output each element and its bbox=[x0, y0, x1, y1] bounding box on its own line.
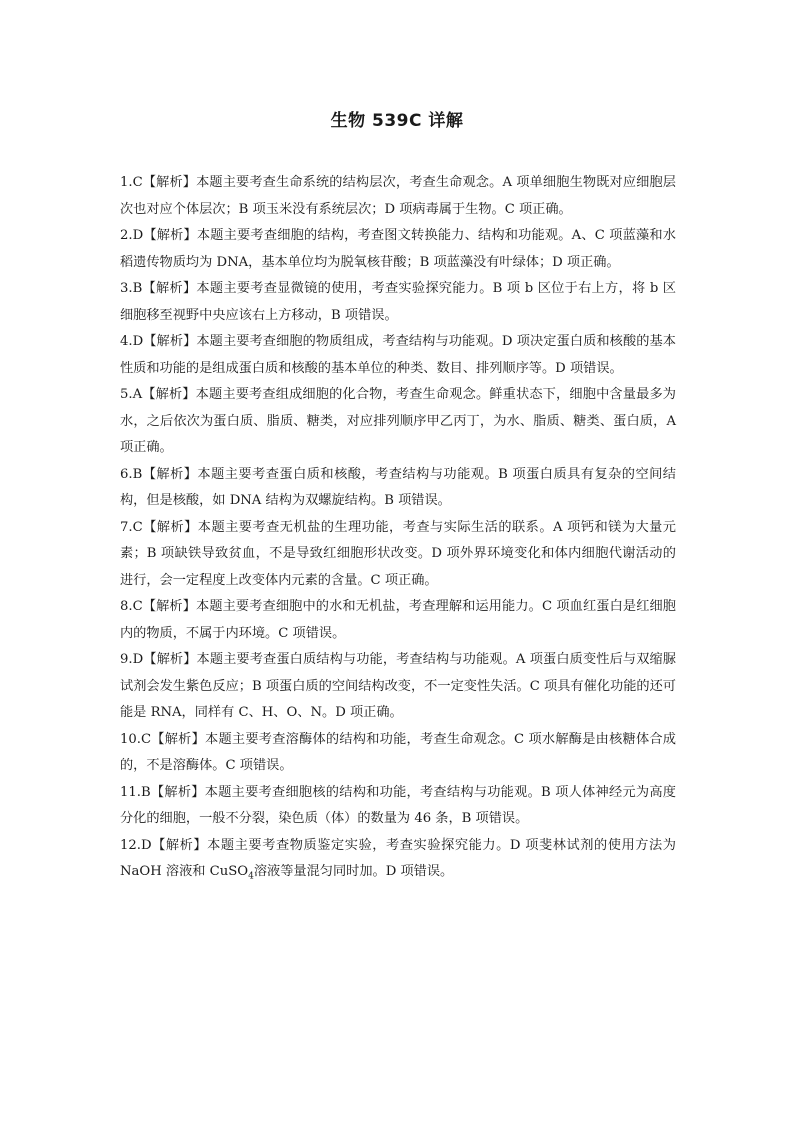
explanation-item-12-subscript: 4 bbox=[248, 871, 254, 882]
explanation-item-9: 9.D【解析】本题主要考查蛋白质结构与功能，考查结构与功能观。A 项蛋白质变性后与双缩脲试剂会发生紫色反应；B 项蛋白质的空间结构改变，不一定变性失活。C 项具有催化功能的还可能是 RNA，同样有 C、H、O、N。D 项正确。 bbox=[120, 652, 676, 720]
explanation-item-7: 7.C【解析】本题主要考查无机盐的生理功能，考查与实际生活的联系。A 项钙和镁为大量元素；B 项缺铁导致贫血，不是导致红细胞形状改变。D 项外界环境变化和体内细胞代谢活动的进行，会一定程度上改变体内元素的含量。C 项正确。 bbox=[120, 519, 676, 588]
explanation-item-3: 3.B【解析】本题主要考查显微镜的使用，考查实验探究能力。B 项 b 区位于右上方，将 b 区细胞移至视野中央应该右上方移动，B 项错误。 bbox=[120, 281, 676, 323]
explanation-item-1: 1.C【解析】本题主要考查生命系统的结构层次，考查生命观念。A 项单细胞生物既对应细胞层次也对应个体层次；B 项玉米没有系统层次；D 项病毒属于生物。C 项正确。 bbox=[120, 175, 676, 217]
explanation-item-11: 11.B【解析】本题主要考查细胞核的结构和功能，考查结构与功能观。B 项人体神经元为高度分化的细胞，一般不分裂，染色质（体）的数量为 46 条，B 项错误。 bbox=[120, 784, 676, 826]
explanation-item-8: 8.C【解析】本题主要考查细胞中的水和无机盐，考查理解和运用能力。C 项血红蛋白是红细胞内的物质，不属于内环境。C 项错误。 bbox=[120, 599, 676, 641]
explanation-item-12-text-before: 12.D【解析】本题主要考查物质鉴定实验，考查实验探究能力。D 项斐林试剂的使用方法为 NaOH 溶液和 CuSO bbox=[120, 837, 676, 879]
explanation-item-12-text-after: 溶液等量混匀同时加。D 项错误。 bbox=[253, 864, 454, 879]
explanation-item-12 bbox=[120, 833, 676, 886]
explanation-item-4: 4.D【解析】本题主要考查细胞的物质组成，考查结构与功能观。D 项决定蛋白质和核酸的基本性质和功能的是组成蛋白质和核酸的基本单位的种类、数目、排列顺序等。D 项错误。 bbox=[120, 334, 676, 376]
explanation-item-6: 6.B【解析】本题主要考查蛋白质和核酸，考查结构与功能观。B 项蛋白质具有复杂的空间结构，但是核酸，如 DNA 结构为双螺旋结构。B 项错误。 bbox=[120, 466, 676, 508]
explanation-item-2: 2.D【解析】本题主要考查细胞的结构，考查图文转换能力、结构和功能观。A、C 项蓝藻和水稻遗传物质均为 DNA，基本单位均为脱氧核苷酸；B 项蓝藻没有叶绿体；D 项正确。 bbox=[120, 228, 676, 270]
explanation-item-5: 5.A【解析】本题主要考查组成细胞的化合物，考查生命观念。鲜重状态下，细胞中含量最多为水，之后依次为蛋白质、脂质、糖类，对应排列顺序甲乙丙丁，为水、脂质、糖类、蛋白质，A 项正确。 bbox=[120, 387, 676, 455]
explanation-item-10: 10.C【解析】本题主要考查溶酶体的结构和功能，考查生命观念。C 项水解酶是由核糖体合成的，不是溶酶体。C 项错误。 bbox=[120, 731, 676, 773]
page-title: 生物 539C 详解 bbox=[330, 111, 464, 131]
answer-explanations bbox=[120, 170, 676, 886]
